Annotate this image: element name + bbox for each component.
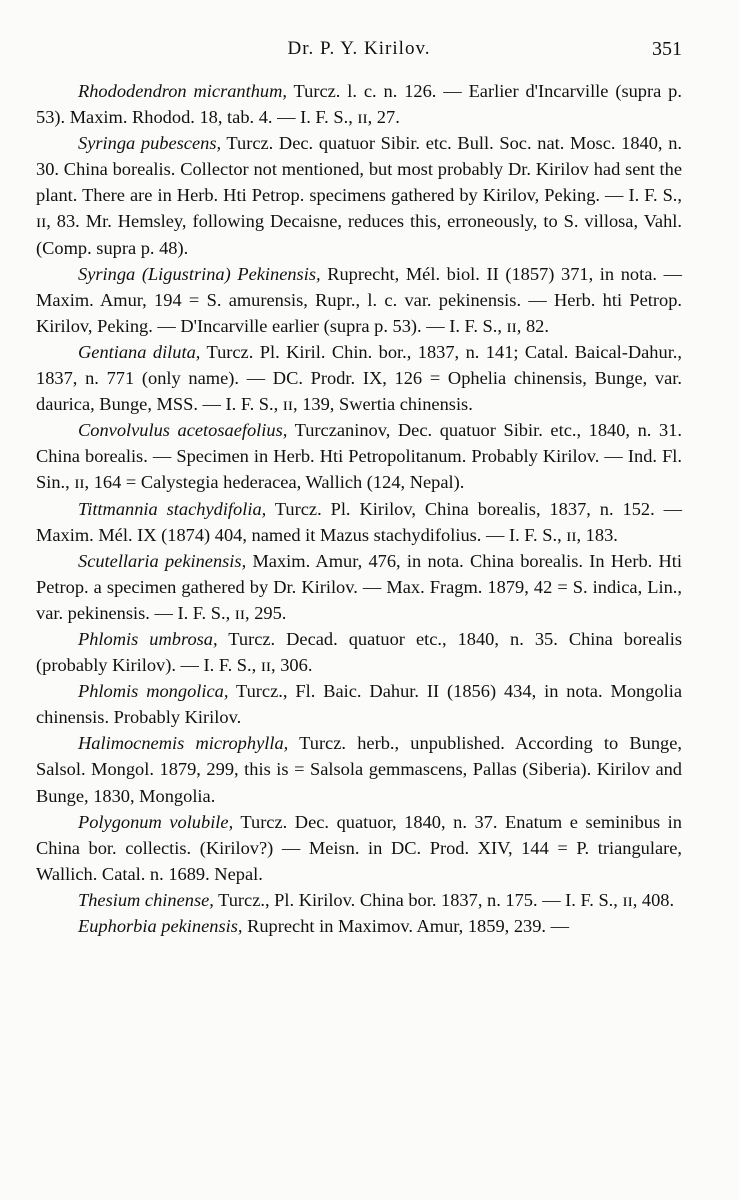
- species-name: Phlomis mongolica,: [78, 681, 229, 702]
- page-number: 351: [652, 38, 682, 60]
- species-name: Thesium chinense,: [78, 889, 214, 910]
- species-name: Scutellaria pekinensis,: [78, 550, 247, 571]
- species-entry: [36, 887, 682, 913]
- species-entry: [36, 548, 682, 626]
- entry-text: Turcz. Dec. quatuor, 1840, n. 37. Enatum e seminibus in China bor. collectis. (Kirilov?) — Meisn. in DC. Prod. XIV, 144 = P. triangulare, Wallich. Catal. n. 1689. Nepal.: [36, 811, 682, 884]
- species-entry: [36, 417, 682, 495]
- species-entry: [36, 678, 682, 730]
- species-name: Syringa (Ligustrina) Pekinensis,: [78, 263, 321, 284]
- species-name: Phlomis umbrosa,: [78, 628, 218, 649]
- species-name: Polygonum volubile,: [78, 811, 234, 832]
- species-entry: [36, 913, 682, 939]
- species-name: Euphorbia pekinensis,: [78, 916, 243, 936]
- entry-text: Turcz. herb., unpublished. According to Bunge, Salsol. Mongol. 1879, 299, this is = Salsola gemmascens, Pallas (Siberia). Kirilov and Bunge, 1830, Mongolia.: [36, 733, 682, 806]
- species-name: Rhododendron micranthum,: [78, 81, 287, 101]
- entry-text: Ruprecht in Maximov. Amur, 1859, 239. —: [242, 916, 570, 936]
- entry-text: Ruprecht, Mél. biol. II (1857) 371, in nota. — Maxim. Amur, 194 = S. amurensis, Rupr., l. c. var. pekinensis. — Herb. hti Petrop. Kirilov, Peking. — D'Incarville earlier (supra p. 53). — I. F. S., ɪɪ, 82.: [36, 263, 682, 336]
- running-head: Dr. P. Y. Kirilov.: [287, 38, 431, 59]
- species-entry: [36, 496, 682, 548]
- entry-text: Turcz. Pl. Kiril. Chin. bor., 1837, n. 141; Catal. Baical-Dahur., 1837, n. 771 (only name). — DC. Prodr. IX, 126 = Ophelia chinensis, Bunge, var. daurica, Bunge, MSS. — I. F. S., ɪɪ, 139, Swertia chinensis.: [36, 341, 682, 415]
- entry-text: Turcz. l. c. n. 126. — Earlier d'Incarville (supra p. 53). Maxim. Rhodod. 18, tab. 4. — I. F. S., ɪɪ, 27.: [36, 81, 682, 128]
- page-header: [36, 30, 682, 64]
- species-entry: [36, 730, 682, 808]
- species-entry: [36, 261, 682, 339]
- species-entry: [36, 130, 682, 260]
- species-name: Halimocnemis microphylla,: [78, 733, 289, 754]
- entry-text: Turcz. Dec. quatuor Sibir. etc. Bull. Soc. nat. Mosc. 1840, n. 30. China borealis. Collector not mentioned, but most probably Dr. Kirilov had sent the plant. There are in Herb. Hti Petrop. specimens gathered by Kirilov, Peking. — I. F. S., ɪɪ, 83. Mr. Hemsley, following Decaisne, reduces this, erroneously, to S. villosa, Vahl. (Comp. supra p. 48).: [36, 133, 682, 258]
- entry-text: Turcz. Decad. quatuor etc., 1840, n. 35. China borealis (probably Kirilov). — I. F. S., ɪɪ, 306.: [36, 628, 682, 676]
- page-body: [36, 78, 682, 939]
- species-entry: [36, 339, 682, 417]
- species-entry: [36, 809, 682, 887]
- species-name: Gentiana diluta,: [78, 341, 201, 362]
- entry-text: Maxim. Amur, 476, in nota. China borealis. In Herb. Hti Petrop. a specimen gathered by Dr. Kirilov. — Max. Fragm. 1879, 42 = S. indica, Lin., var. pekinensis. — I. F. S., ɪɪ, 295.: [36, 550, 683, 623]
- entry-text: Turczaninov, Dec. quatuor Sibir. etc., 1840, n. 31. China borealis. — Specimen in Herb. Hti Petropolitanum. Probably Kirilov. — Ind. Fl. Sin., ɪɪ, 164 = Calystegia hederacea, Wallich (124, Nepal).: [36, 420, 682, 493]
- species-entry: [36, 78, 682, 130]
- entry-text: Turcz., Pl. Kirilov. China bor. 1837, n. 175. — I. F. S., ɪɪ, 408.: [213, 889, 675, 910]
- species-entry: [36, 626, 682, 678]
- species-name: Tittmannia stachydifolia,: [78, 498, 267, 519]
- species-name: Syringa pubescens,: [78, 133, 222, 154]
- entry-text: Turcz. Pl. Kirilov, China borealis, 1837, n. 152. — Maxim. Mél. IX (1874) 404, named it Mazus stachydifolius. — I. F. S., ɪɪ, 183.: [36, 498, 683, 545]
- species-name: Convolvulus acetosaefolius,: [78, 420, 288, 441]
- entry-text: Turcz., Fl. Baic. Dahur. II (1856) 434, in nota. Mongolia chinensis. Probably Kirilov.: [36, 681, 682, 728]
